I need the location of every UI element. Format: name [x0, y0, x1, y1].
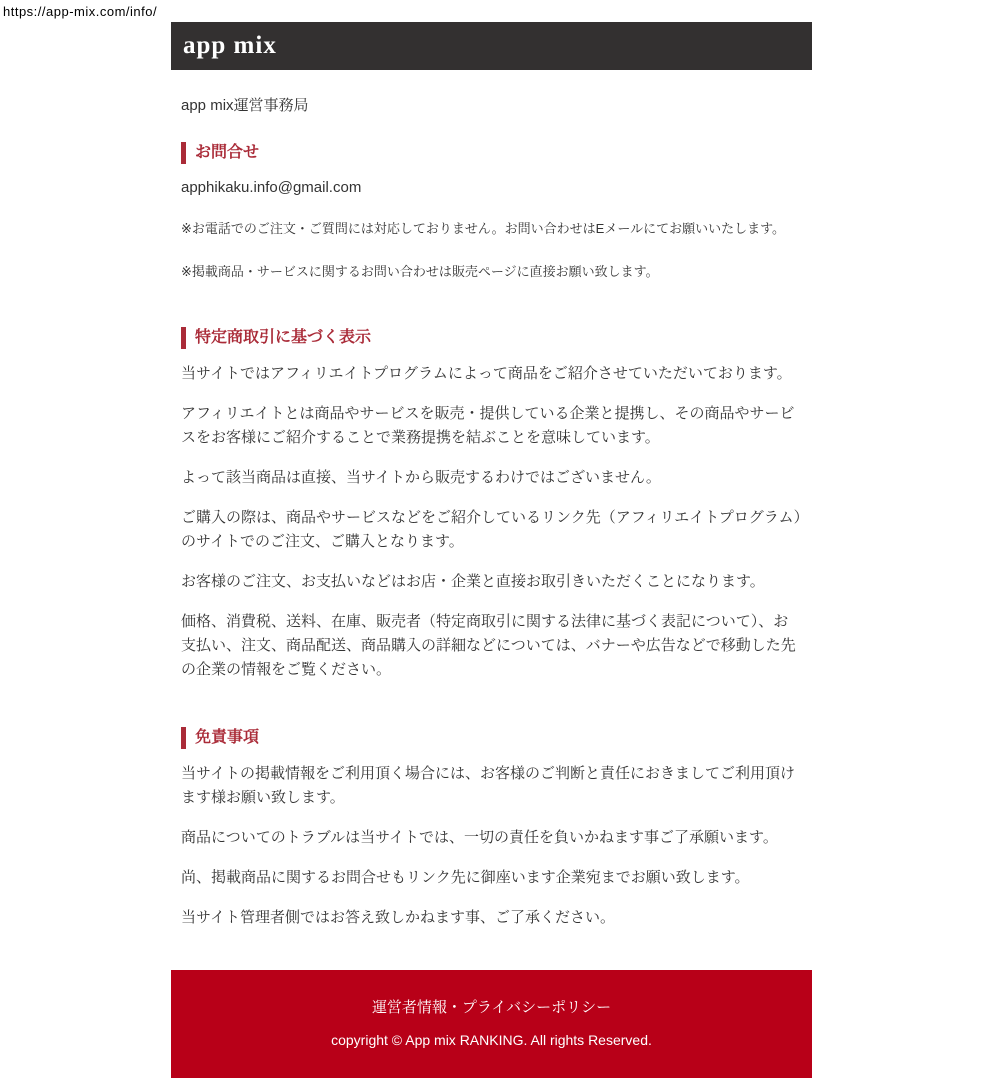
transactions-paragraph: よって該当商品は直接、当サイトから販売するわけではございません。	[181, 468, 661, 486]
transactions-paragraph: ご購入の際は、商品やサービスなどをご紹介しているリンク先（アフィリエイトプログラム）のサイトでのご注文、ご購入となります。	[181, 508, 802, 550]
section-heading-contact: お問合せ	[181, 142, 802, 164]
transactions-paragraph: お客様のご注文、お支払いなどはお店・企業と直接お取引きいただくことになります。	[181, 572, 765, 590]
contact-note: ※お電話でのご注文・ご質問には対応しておりません。お問い合わせはEメールにてお願いいたします。	[181, 221, 786, 236]
contact-email: apphikaku.info@gmail.com	[181, 179, 362, 196]
section-heading-disclaimer: 免責事項	[181, 727, 802, 749]
footer-privacy-policy-link[interactable]: 運営者情報・プライバシーポリシー	[371, 998, 612, 1016]
page-container	[171, 22, 812, 1078]
site-header	[171, 22, 812, 70]
main-content	[171, 70, 812, 930]
site-title-link[interactable]: app mix	[183, 32, 277, 59]
disclaimer-paragraph: 当サイト管理者側ではお答え致しかねます事、ご了承ください。	[181, 908, 615, 926]
contact-note: ※掲載商品・サービスに関するお問い合わせは販売ページに直接お願い致します。	[181, 263, 659, 279]
page-url: https://app-mix.com/info/	[3, 4, 158, 19]
site-footer	[171, 970, 812, 1078]
operator-name: app mix運営事務局	[181, 97, 309, 114]
footer-copyright: copyright © App mix RANKING. All rights Reserved.	[331, 1031, 652, 1048]
transactions-paragraph: 当サイトではアフィリエイトプログラムによって商品をご紹介させていただいております。	[181, 364, 792, 382]
disclaimer-paragraph: 当サイトの掲載情報をご利用頂く場合には、お客様のご判断と責任におきましてご利用頂けます様お願い致します。	[181, 764, 795, 806]
disclaimer-paragraph: 尚、掲載商品に関するお問合せもリンク先に御座います企業宛までお願い致します。	[181, 868, 750, 886]
transactions-paragraph: 価格、消費税、送料、在庫、販売者（特定商取引に関する法律に基づく表記について）、お支払い、注文、商品配送、商品購入の詳細などについては、バナーや広告などで移動した先の企業の情報をご覧ください。	[181, 612, 796, 678]
disclaimer-paragraph: 商品についてのトラブルは当サイトでは、一切の責任を負いかねます事ご了承願います。	[181, 828, 778, 846]
transactions-paragraph: アフィリエイトとは商品やサービスを販売・提供している企業と提携し、その商品やサービスをお客様にご紹介することで業務提携を結ぶことを意味しています。	[181, 404, 795, 446]
section-heading-transactions: 特定商取引に基づく表示	[181, 327, 802, 349]
